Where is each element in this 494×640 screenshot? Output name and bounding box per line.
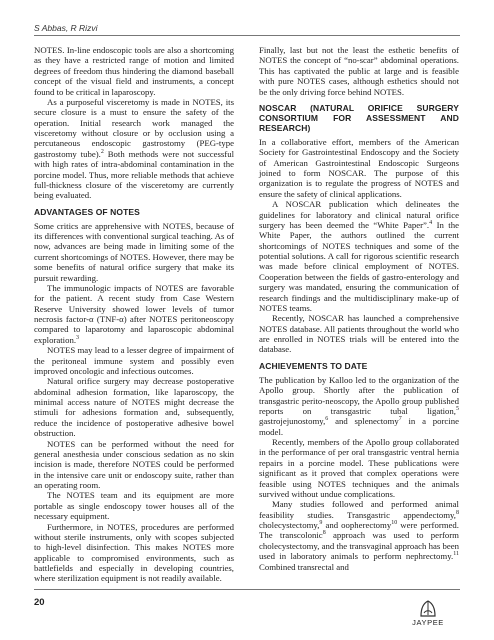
paragraph: The immunologic impacts of NOTES are favorable for the patient. A recent study from Case Western Reserve University showed lower levels of tumor necrosis factor-α (TNF-α) after NOTES peritoneoscopy compared to laparotomy and laparoscopic abdominal exploration.$^3$ [34,282,234,345]
citation-ref: 11 [453,551,459,558]
paragraph: Recently, NOSCAR has launched a comprehensive NOTES database. All patients throughout the world who are enrolled in NOTES trials will be entered into the database. [259,313,459,355]
paragraph: In a collaborative effort, members of the American Society for Gastrointestinal Endoscopy and the Society of American Gastrointestinal Endoscopic Surgeons joined to form NOSCAR. The purpose of this organization is to regulate the progress of NOTES and ensure the safety of clinical applications. [259,136,459,199]
paragraph: Furthermore, in NOTES, procedures are performed without sterile instruments, only with scopes subjected to high-level disinfection. This makes NOTES more applicable to compromised environments, such as battlefields and especially in developing countries, where sterilization equipment is not readily available. [34,521,234,584]
citation-ref: 9 [319,520,323,527]
citation-ref: 5 [456,405,459,412]
citation-ref: 7 [398,416,402,423]
section-heading-achievements: ACHIEVEMENTS TO DATE [259,360,368,371]
citation-ref: 2 [100,148,104,155]
right-column [259,45,459,572]
paragraph: The publication by Kalloo led to the organization of the Apollo group. Shortly after the publication of transgastric perito-neoscopy, the Apollo group published reports on transgastric tubal ligation,$^5$ gastrojejunostomy,$^6$ and splenectomy$^7$ in a porcine model. [259,374,459,437]
running-head-authors: S Abbas, R Rizvi [34,23,98,33]
paragraph: Natural orifice surgery may decrease postoperative abdominal adhesion formation, like laparoscopy, the minimal access nature of NOTES might decrease the stimuli for adhesions formation and, subsequently, reduce the incidence of postoperative adhesive bowel obstruction. [34,376,234,439]
paragraph: Finally, last but not the least the esthetic benefits of NOTES the concept of “no-scar” abdominal operations. This has captivated the public at large and is feasible with pure NOTES cases, although esthetics should not be the only driving force behind NOTES. [259,45,459,97]
paragraph: A NOSCAR publication which delineates the guidelines for laboratory and clinical natural orifice surgery has been deemed the “White Paper”.$^4$ In the White Paper, the authors outlined the current shortcomings of NOTES techniques and some of the potential solutions. A call for rigorous scientific research was made before clinical employment of NOTES. Cooperation between the fields of gastro-enterology and surgery was mandated, ensuring the communication of research findings and the multidisciplinary make-up of NOTES teams. [259,199,460,313]
section-heading-noscar: NOSCAR (NATURAL ORIFICE SURGERY CONSORTIUM FOR ASSESSMENT AND RESEARCH) [259,102,459,133]
citation-ref: 3 [76,334,80,341]
publisher-logo-icon [418,600,438,617]
citation-ref: 8 [322,530,326,537]
citation-ref: 6 [325,416,329,423]
publisher-name: JAYPEE [412,618,444,627]
paragraph: NOTES may lead to a lesser degree of impairment of the peritoneal immune system and possibly even improved oncologic and infectious outcomes. [34,345,234,376]
paragraph: Many studies followed and performed animal feasibility studies. Transgastric appendectomy,$^8$ cholecystectomy,$^9$ and oopherectomy$^{10}$ were performed. The transcolonic$^8$ approach was used to perform cholecystectomy, and the transvaginal approach has been used in laboratory animals to perform nephrectomy.$^{11}$ Combined transrectal and [259,499,459,572]
left-column [34,45,234,584]
paragraph: NOTES can be performed without the need for general anesthesia under conscious sedation as no skin incision is made, therefore NOTES could be performed in the intensive care unit or endoscopy suite, rather than an operating room. [34,438,234,490]
citation-ref: 4 [429,219,433,226]
paragraph: Some critics are apprehensive with NOTES, because of its differences with conventional surgical teaching. As of now, advances are being made in limiting some of the current shortcomings of NOTES. However, there may be some benefits of natural orifice surgery that make its pursuit rewarding. [34,220,234,283]
header-rule [34,35,460,36]
page-number: 20 [34,597,45,608]
citation-ref: 8 [456,509,459,516]
footer-rule [34,589,460,590]
paragraph: NOTES. In-line endoscopic tools are also a shortcoming as they have a restricted range of motion and limited degrees of freedom thus hindering the diamond baseball concept of the visual field and instruments, a concept found to be critical in laparoscopy. [34,45,234,97]
paragraph: As a purposeful visceretomy is made in NOTES, its secure closure is a must to ensure the safety of the operation. Initial research work managed the visceretomy without closure or by occlusion using a percutaneous endoscopic gastrostomy (PEG-type gastrostomy tube).$^2$ Both methods were not successful with high rates of intra-abdominal contamination in the porcine model. Thus, more reliable methods that achieve full-thickness closure of the visceretomy are currently being evaluated. [34,96,235,201]
paragraph: Recently, members of the Apollo group collaborated in the performance of per oral transgastric ventral hernia repairs in a porcine model. These publications were significant as it proved that complex operations were feasible using NOTES techniques and the animals survived without undue complications. [259,437,459,499]
paragraph: The NOTES team and its equipment are more portable as single endoscopy tower houses all of the necessary equipment. [34,490,234,522]
publisher-logo [394,600,462,630]
section-heading-advantages: ADVANTAGES OF NOTES [34,206,140,217]
citation-ref: 10 [391,520,398,527]
